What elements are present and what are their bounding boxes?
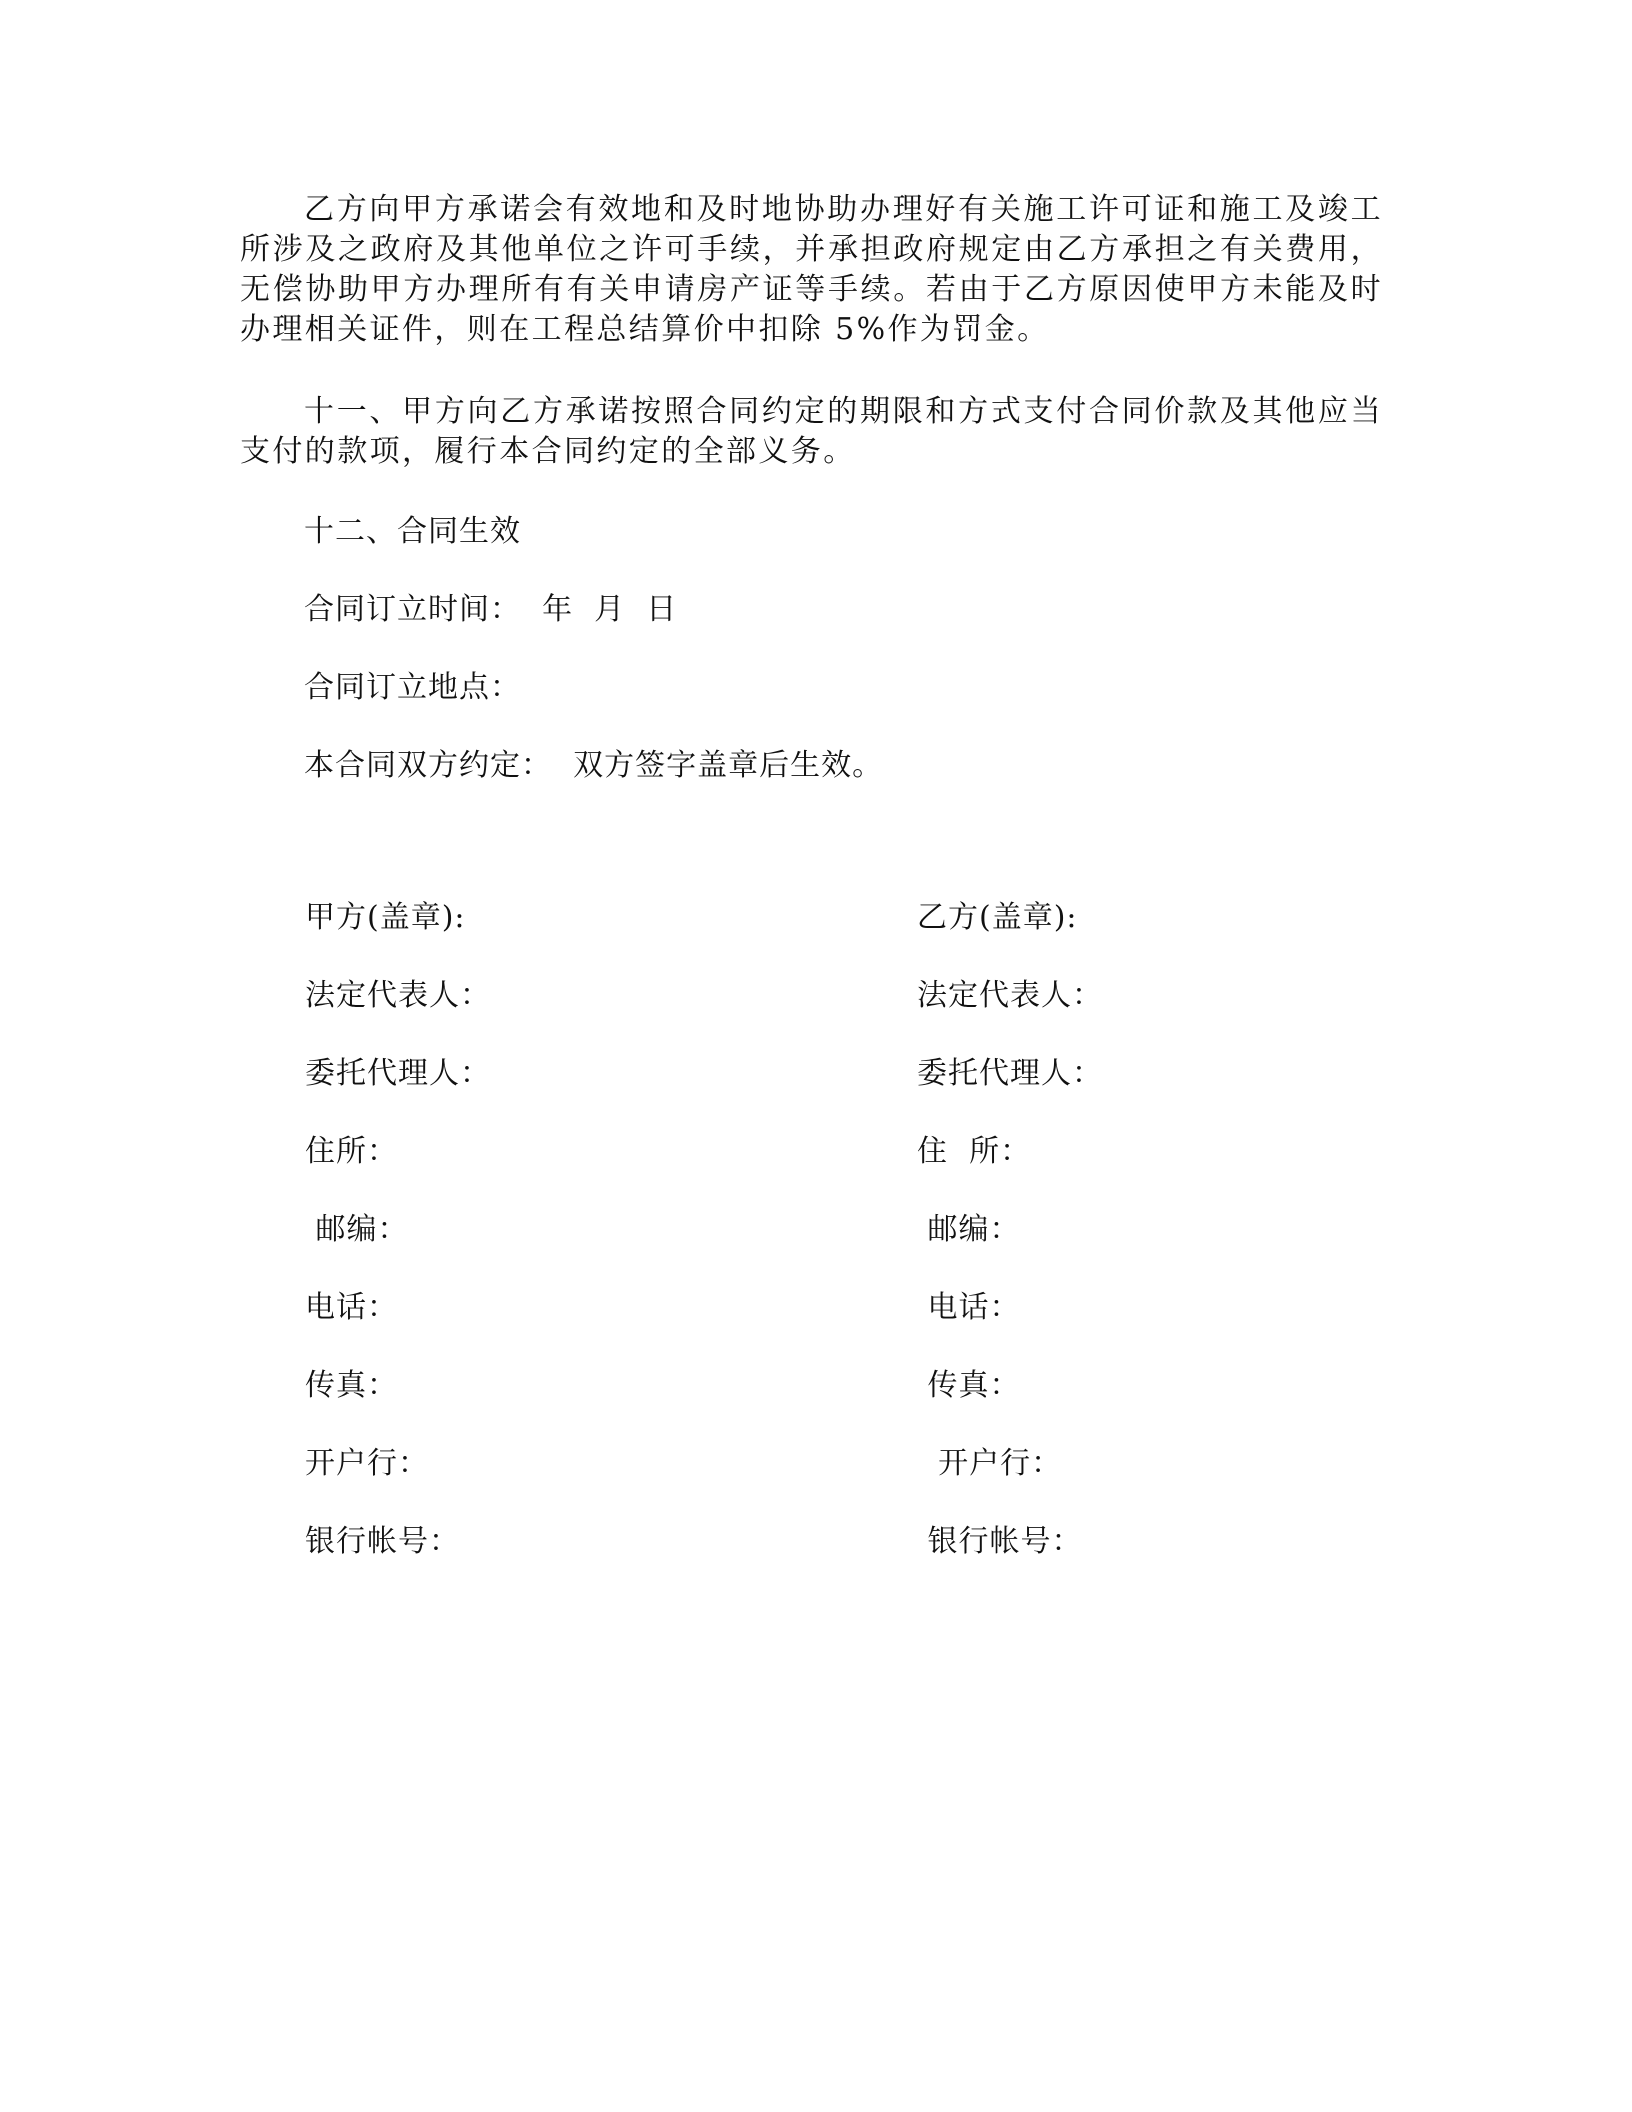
party-b-account: 银行帐号： (917, 1524, 1083, 1559)
party-b-address: 住 所： (917, 1134, 1032, 1169)
party-b-bank: 开户行： (917, 1446, 1063, 1481)
paragraph-obligation: 乙方向甲方承诺会有效地和及时地协助办理好有关施工许可证和施工及竣工所涉及之政府及其他单位之许可手续，并承担政府规定由乙方承担之有关费用，无偿协助甲方办理所有有关申请房产证等手续。若由于乙方原因使甲方未能及时办理相关证件，则在工程总结算价中扣除 5%作为罚金。 (240, 192, 1383, 347)
party-b-agent: 委托代理人： (917, 1056, 1103, 1091)
party-a-legal-rep: 法定代表人： (305, 978, 491, 1013)
party-b-legal-rep: 法定代表人： (917, 978, 1103, 1013)
sign-time-line: 合同订立时间： 年 月 日 (304, 592, 678, 627)
party-a-fax: 传真： (305, 1368, 398, 1403)
party-b-seal: 乙方(盖章): (917, 900, 1078, 935)
effect-line: 本合同双方约定： 双方签字盖章后生效。 (304, 748, 884, 783)
party-a-phone: 电话： (305, 1290, 398, 1325)
party-a-postcode: 邮编： (305, 1212, 409, 1247)
party-a-agent: 委托代理人： (305, 1056, 491, 1091)
party-b-fax: 传真： (917, 1368, 1021, 1403)
party-a-account: 银行帐号： (305, 1524, 460, 1559)
party-b-phone: 电话： (917, 1290, 1021, 1325)
party-a-bank: 开户行： (305, 1446, 429, 1481)
party-b-postcode: 邮编： (917, 1212, 1021, 1247)
heading-clause-12: 十二、合同生效 (304, 514, 521, 549)
party-a-address: 住所： (305, 1134, 398, 1169)
sign-place-line: 合同订立地点： (304, 670, 521, 705)
party-a-seal: 甲方(盖章): (305, 900, 466, 935)
paragraph-clause-11: 十一、甲方向乙方承诺按照合同约定的期限和方式支付合同价款及其他应当支付的款项，履行本合同约定的全部义务。 (240, 394, 1383, 469)
